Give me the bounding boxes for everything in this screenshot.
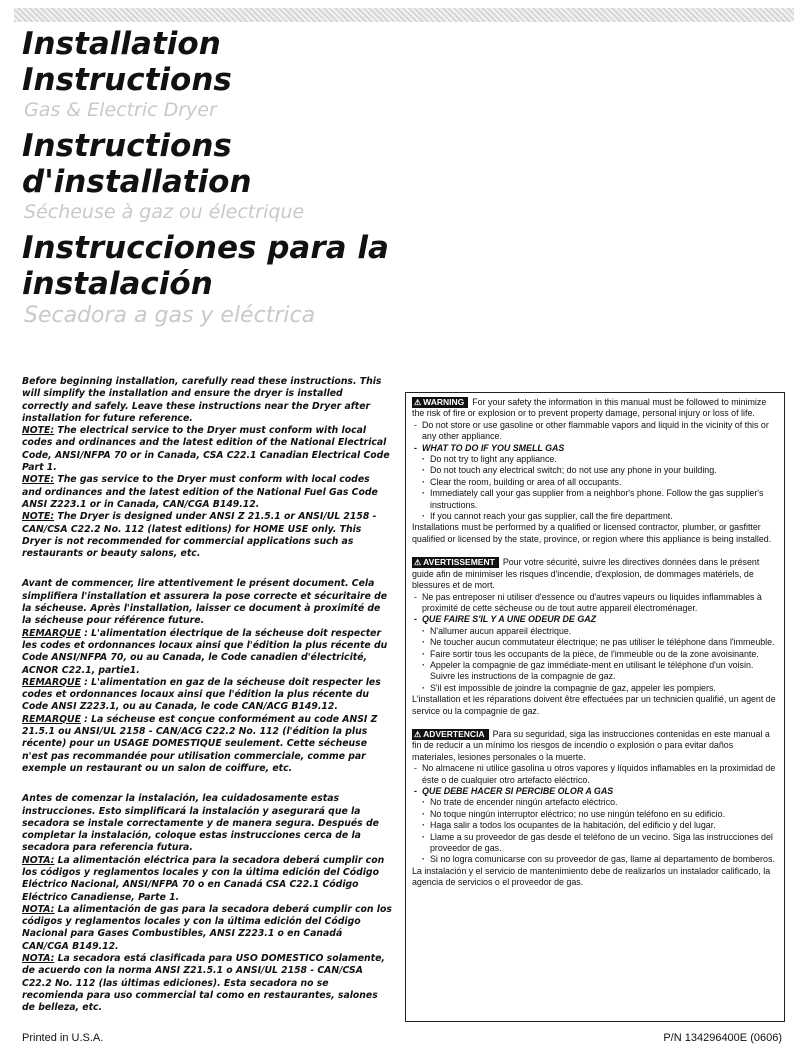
spanish-section: [22, 793, 392, 1014]
english-intro: Before beginning installation, carefully read these instructions. This will simplify the installation and ensure the dryer is installed correctly and safely. Leave these instructions near the Dryer after installation for future reference.: [22, 376, 382, 424]
english-subtitle: Gas & Electric Dryer: [24, 99, 217, 121]
advertencia-gas-heading: - QUE DEBE HACER SI PERCIBE OLOR A GAS: [412, 786, 778, 797]
avertissement-outro: L'installation et les réparations doivent être effectuées par un technicien qualifié, un agent de service ou la compagnie de gaz.: [412, 694, 776, 716]
title-block: [22, 26, 722, 336]
avertissement-list: [412, 592, 778, 626]
advertencia-outro: La instalación y el servicio de mantenimiento debe de realizarlos un instalador calificado, la agencia de servicios o el proveedor de gas.: [412, 865, 771, 888]
french-note-2: REMARQUE : L'alimentation en gaz de la sécheuse doit respecter les codes et ordonnances locaux ainsi que l'édition la plus récente du Code ANSI Z223.1, ou au Canada, le code CAN/ACG B149.12.: [22, 676, 381, 713]
english-title-line-2: Instructions: [22, 62, 232, 98]
warning-triangle-icon: ⚠: [414, 729, 422, 739]
english-note-2: NOTE: The gas service to the Dryer must conform with local codes and ordinances and the latest edition of the National Fuel Gas Code ANSI Z223.1 or in Canada, CAN/CGA B149.12.: [22, 474, 378, 510]
safety-warning-box: [405, 392, 785, 1022]
french-intro: Avant de commencer, lire attentivement le présent document. Cela simplifiera l'installation et assurera la pose correcte et sécuritaire de la sécheuse. Après l'installation, laisser ce document à proximité de la sécheuse pour référence future.: [22, 578, 388, 627]
french-title-line-2: d'installation: [22, 164, 252, 200]
printed-in-label: Printed in U.S.A.: [22, 1032, 104, 1044]
english-note-1: NOTE: The electrical service to the Dryer must conform with local codes and ordinances and the latest edition of the National Electrical Code, ANSI/NFPA 70 or in Canada, CSA C22.1 Canadian Electrical Code Part 1.: [22, 425, 390, 474]
instructions-column: [22, 376, 392, 1033]
english-section: [22, 376, 392, 560]
spanish-note-1: NOTA: La alimentación eléctrica para la secadora deberá cumplir con los códigos y reglamentos locales y con la última edición del Código Eléctrico Nacional, ANSI/NFPA 70 o en Canadá CSA C22.1 Código Eléctrico Canadiense, Parte 1.: [22, 854, 385, 903]
french-title-line-1: Instructions: [22, 128, 232, 164]
list-item: · No trate de encender ningún artefacto eléctrico.: [420, 797, 778, 808]
list-item: · S'il est impossible de joindre la compagnie de gaz, appeler les pompiers.: [420, 683, 778, 694]
avertissement-intro: Pour votre sécurité, suivre les directives données dans le présent guide afin de minimiser les risques d'incendie, d'explosion, de dommages matériels, de blessures et de mort.: [412, 557, 760, 591]
warning-intro: For your safety the information in this manual must be followed to minimize the risk of fire or explosion or to prevent property damage, personal injury or loss of life.: [412, 397, 767, 419]
list-item: · Immediately call your gas supplier from a neighbor's phone. Follow the gas supplier's instructions.: [420, 488, 778, 511]
list-item: · No toque ningún interruptor eléctrico; no use ningún teléfono en su edificio.: [420, 809, 778, 820]
warning-triangle-icon: ⚠: [414, 558, 422, 568]
warning-badge: ⚠ WARNING: [412, 397, 468, 408]
avertissement-badge: ⚠ AVERTISSEMENT: [412, 557, 499, 568]
advertencia-list: [412, 763, 778, 797]
advertencia-badge: ⚠ ADVERTENCIA: [412, 729, 489, 740]
warning-item: - Do not store or use gasoline or other flammable vapors and liquid in the vicinity of this or any other appliance.: [412, 420, 778, 443]
avertissement-gas-heading: - QUE FAIRE S'IL Y A UNE ODEUR DE GAZ: [412, 614, 778, 625]
warning-gas-steps: [412, 454, 778, 522]
english-warning: [412, 397, 778, 545]
spanish-subtitle: Secadora a gas y eléctrica: [24, 303, 316, 328]
spanish-warning: [412, 729, 778, 889]
list-item: · If you cannot reach your gas supplier, call the fire department.: [420, 511, 778, 522]
warning-list: [412, 420, 778, 454]
warning-outro: Installations must be performed by a qualified or licensed contractor, plumber, or gasfitter qualified or licensed by the state, province, or region where this appliance is being installed.: [412, 522, 772, 544]
list-item: · Do not try to light any appliance.: [420, 454, 778, 465]
warning-triangle-icon: ⚠: [414, 398, 422, 407]
list-item: · Faire sortir tous les occupants de la pièce, de l'immeuble ou de la zone avoisinante.: [420, 649, 778, 660]
warning-gas-heading: - WHAT TO DO IF YOU SMELL GAS: [412, 443, 778, 454]
spanish-title-line-1: Instrucciones para la: [22, 230, 389, 266]
list-item: · Do not touch any electrical switch; do not use any phone in your building.: [420, 465, 778, 476]
list-item: · Ne toucher aucun commutateur électrique; ne pas utiliser le téléphone dans l'immeuble.: [420, 637, 778, 648]
header-rule: [14, 8, 794, 22]
list-item: · Haga salir a todos los ocupantes de la habitación, del edificio y del lugar.: [420, 820, 778, 831]
list-item: · Appeler la compagnie de gaz immédiate-ment en utilisant le téléphone d'un voisin. Suivre les instructions de la compagnie de gaz.: [420, 660, 778, 683]
french-subtitle: Sécheuse à gaz ou électrique: [24, 201, 305, 223]
avertissement-item: - Ne pas entreposer ni utiliser d'essence ou d'autres vapeurs ou liquides inflammables à proximité de cette sécheuse ou de tout autre appareil électroménager.: [412, 592, 778, 615]
spanish-note-3: NOTA: La secadora está clasificada para USO DOMESTICO solamente, de acuerdo con la norma ANSI Z21.5.1 o ANSI/UL 2158 - CAN/CSA C22.2 No. 112 (las últimas ediciones). Esta secadora no se recomienda para uso commercial tal como en restaurantes, salones de belleza, etc.: [22, 953, 385, 1014]
spanish-intro: Antes de comenzar la instalación, lea cuidadosamente estas instrucciones. Esto simplificará la instalación y asegurará que la secadora se instale correctamente y de manera segura. Después de completar la instalación, coloque estas instrucciones cerca de la secadora para referencia futura.: [22, 793, 379, 854]
spanish-note-2: NOTA: La alimentación de gas para la secadora deberá cumplir con los códigos y reglamentos locales y con la última edición del Código Nacional para Gases Combustibles, ANSI Z223.1 o en Canadá CAN/CGA B149.12.: [22, 903, 392, 952]
list-item: · N'allumer aucun appareil électrique.: [420, 626, 778, 637]
advertencia-gas-steps: [412, 797, 778, 865]
french-note-1: REMARQUE : L'alimentation électrique de la sécheuse doit respecter les codes et ordonnances locaux ainsi que l'édition la plus récente du Code ANSI/NFPA 70, ou au Canada, le Code canadien d'électricité, ACNOR C22.1, partie1.: [22, 627, 388, 676]
avertissement-gas-steps: [412, 626, 778, 694]
part-number: P/N 134296400E (0606): [663, 1032, 782, 1044]
list-item: · Clear the room, building or area of all occupants.: [420, 477, 778, 488]
advertencia-item: - No almacene ni utilice gasolina u otros vapores y líquidos inflamables en la proximidad de éste o de cualquier otro artefacto eléctrico.: [412, 763, 778, 786]
english-title-line-1: Installation: [22, 26, 221, 62]
list-item: · Si no logra comunicarse con su proveedor de gas, llame al departamento de bomberos.: [420, 854, 778, 865]
list-item: · Llame a su proveedor de gas desde el teléfono de un vecino. Siga las instrucciones del proveedor de gas.: [420, 832, 778, 855]
french-warning: [412, 557, 778, 717]
french-note-3: REMARQUE : La sécheuse est conçue conformément au code ANSI Z 21.5.1 ou ANSI/UL 2158 - CAN/ACG C22.2 No. 112 (l'édition la plus récente) pour un USAGE DOMESTIQUE seulement. Cette sécheuse n'est pas recommandée pour utilisation commerciale, comme par exemple un restaurant ou un salon de coiffure, etc.: [22, 713, 378, 774]
spanish-title-line-2: instalación: [22, 266, 213, 302]
english-note-3: NOTE: The Dryer is designed under ANSI Z 21.5.1 or ANSI/UL 2158 - CAN/CSA C22.2 No. 112 (latest editions) for HOME USE only. This Dryer is not recommended for commercial applications such as restaurants or beauty salons, etc.: [22, 511, 377, 560]
french-section: [22, 578, 392, 775]
advertencia-intro: Para su seguridad, siga las instrucciones contenidas en este manual a fin de reducir a un mínimo los riesgos de incendio o explosión o para evitar daños materiales, lesiones personales o la muerte.: [412, 728, 770, 762]
